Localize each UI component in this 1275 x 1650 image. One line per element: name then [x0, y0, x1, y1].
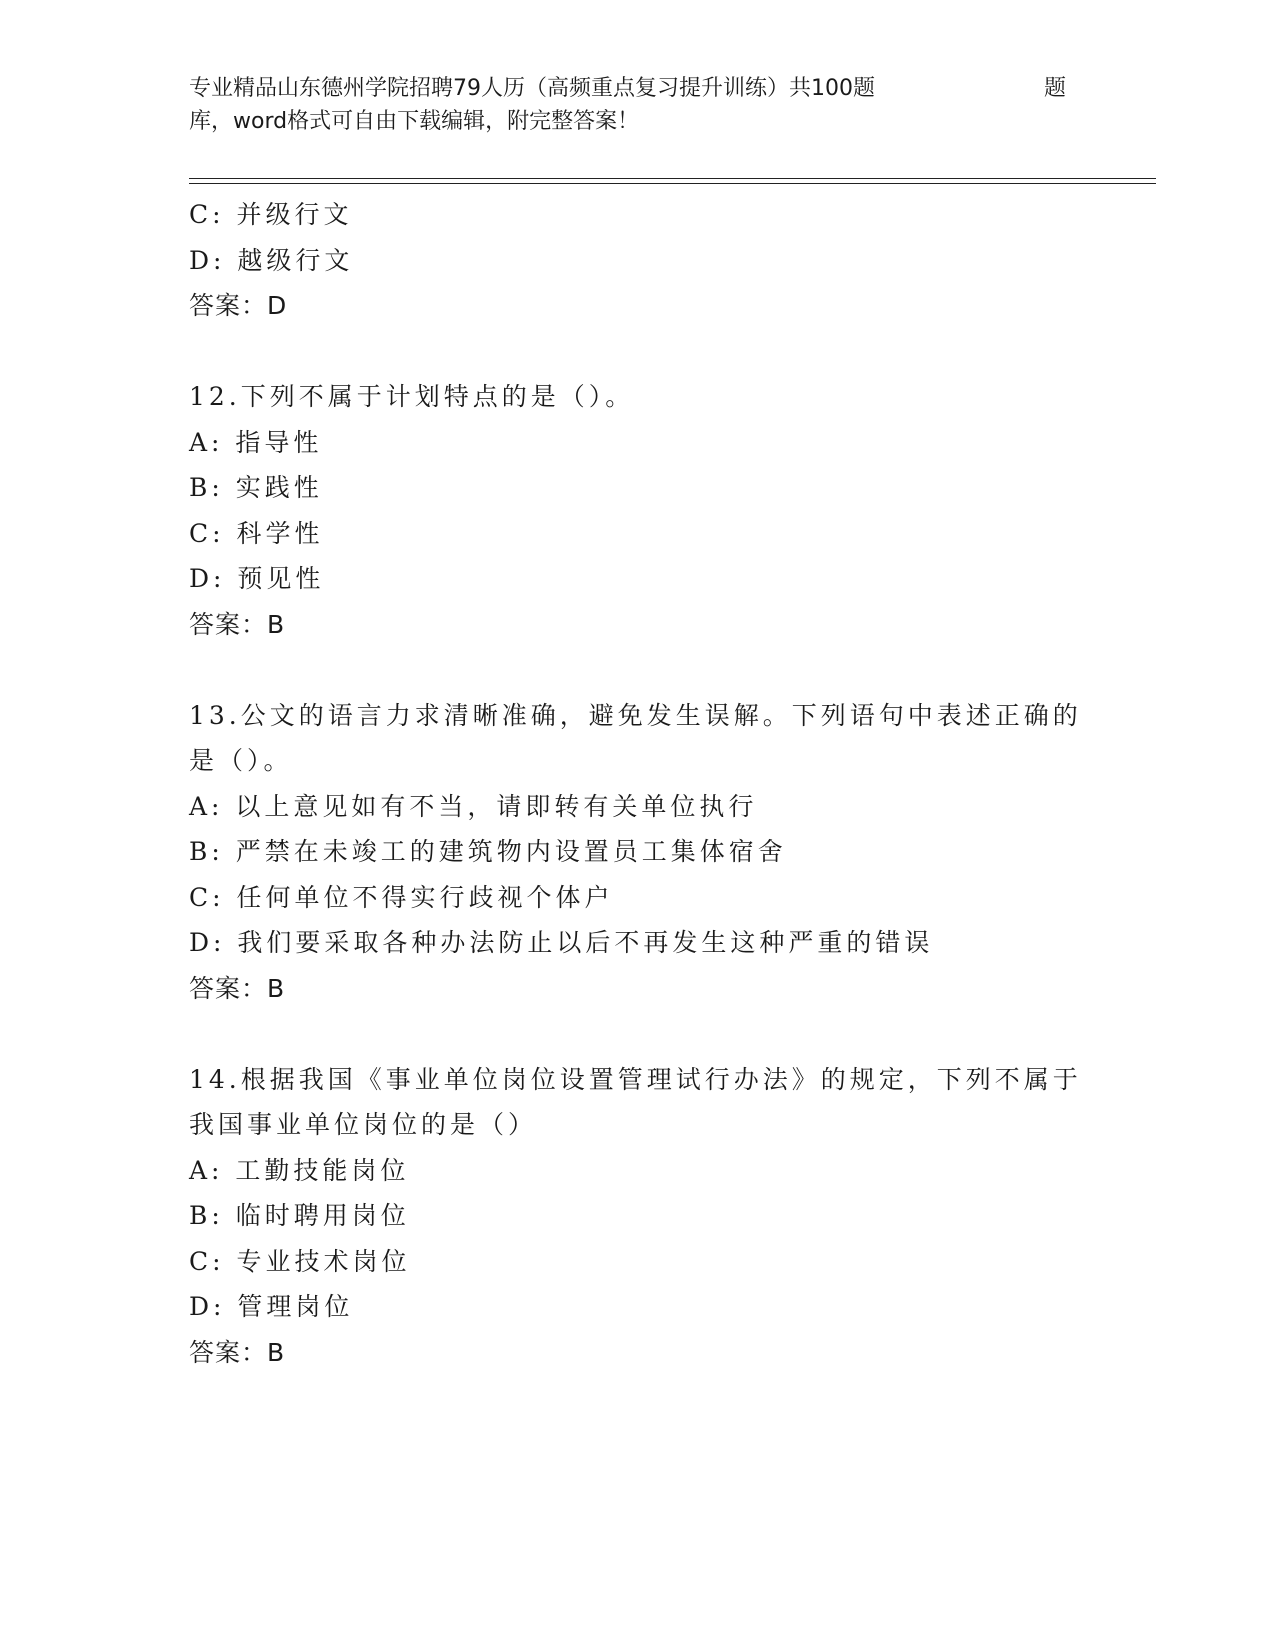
header-divider-bottom — [189, 183, 1156, 184]
option-c: C: 专业技术岗位 — [189, 1246, 411, 1276]
question-14-block — [189, 1057, 1082, 1376]
question-12-block — [189, 374, 1079, 647]
answer-line: 答案：B — [189, 973, 286, 1003]
option-d: D: 管理岗位 — [189, 1292, 354, 1321]
question-stem-line-1: 13.公文的语言力求清晰准确，避免发生误解。下列语句中表述正确的 — [189, 700, 1082, 730]
option-c: C: 并级行文 — [189, 200, 353, 229]
answer-line: 答案：D — [189, 291, 288, 320]
option-d: D: 预见性 — [189, 564, 325, 593]
spacer — [189, 329, 1079, 375]
header-title: 专业精品山东德州学院招聘79人历（高频重点复习提升训练）共100题 — [189, 76, 875, 101]
previous-question-block — [189, 192, 1079, 329]
answer-line: 答案：B — [189, 609, 286, 639]
answer-line: 答案：B — [189, 1337, 286, 1367]
spacer — [189, 1011, 1079, 1057]
option-b: B: 临时聘用岗位 — [189, 1201, 410, 1230]
spacer — [189, 647, 1079, 693]
header-line-1 — [189, 72, 1079, 105]
question-stem-line-2: 是（）。 — [189, 746, 293, 775]
question-content — [189, 192, 1082, 1375]
option-b: B: 严禁在未竣工的建筑物内设置员工集体宿舍 — [189, 837, 787, 866]
option-d: D: 越级行文 — [189, 245, 354, 275]
option-a: A: 以上意见如有不当，请即转有关单位执行 — [189, 791, 758, 821]
option-d: D: 我们要采取各种办法防止以后不再发生这种严重的错误 — [189, 928, 934, 957]
option-c: C: 科学性 — [189, 518, 324, 548]
option-a: A: 指导性 — [189, 427, 323, 457]
question-stem: 12.下列不属于计划特点的是（）。 — [189, 382, 635, 411]
header-line-2: 库，word格式可自由下载编辑，附完整答案！ — [189, 109, 640, 134]
question-13-block — [189, 693, 1082, 1012]
header-title-tail: 题 — [1044, 76, 1067, 101]
option-c: C: 任何单位不得实行歧视个体户 — [189, 882, 614, 912]
question-stem-line-2: 我国事业单位岗位的是（） — [189, 1110, 538, 1139]
question-stem-line-1: 14.根据我国《事业单位岗位设置管理试行办法》的规定，下列不属于 — [189, 1064, 1082, 1094]
page-header — [189, 72, 1079, 138]
option-a: A: 工勤技能岗位 — [189, 1155, 410, 1185]
header-divider-top — [189, 178, 1156, 179]
option-b: B: 实践性 — [189, 473, 323, 502]
